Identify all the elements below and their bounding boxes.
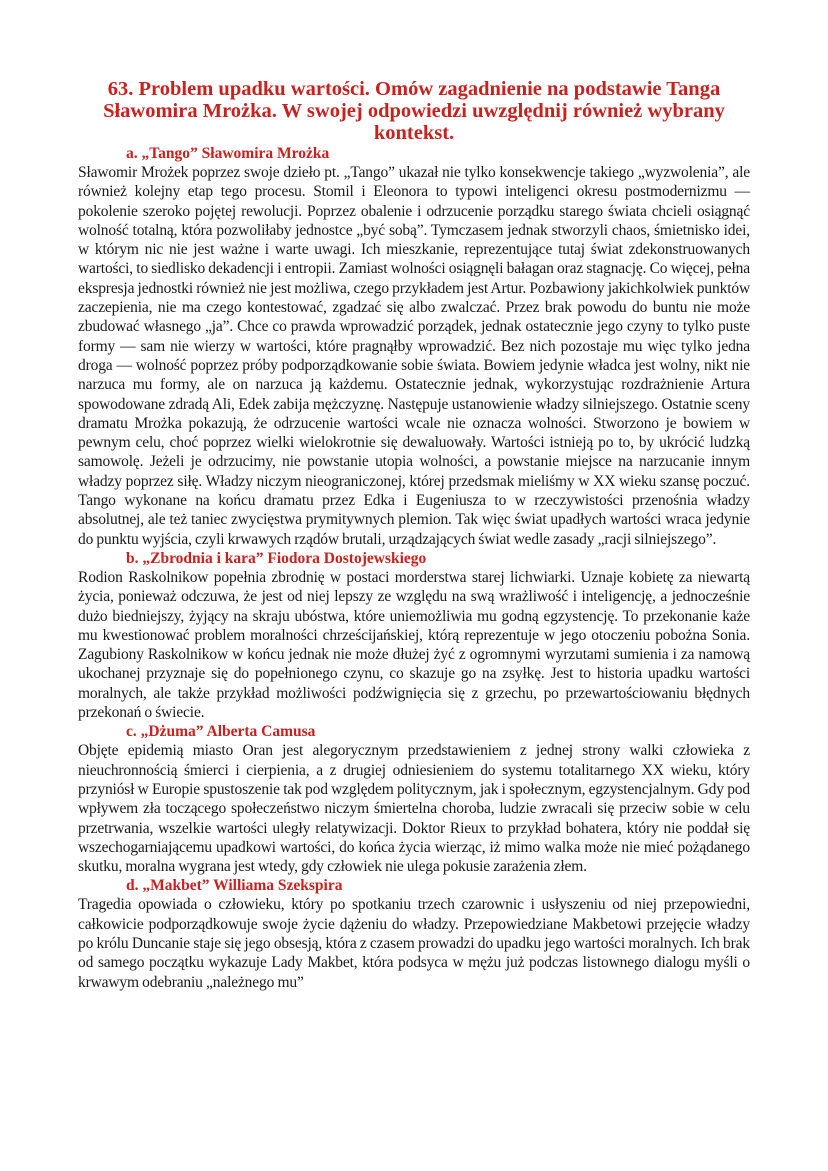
section-heading-zbrodnia-i-kara: b. „Zbrodnia i kara” Fiodora Dostojewskiego [126,549,427,567]
document-title: 63. Problem upadku wartości. Omów zagadnienie na podstawie Tanga Sławomira Mrożka. W swojej odpowiedzi uwzględnij również wybrany kontekst. [103,78,725,144]
section-body-dzuma: Objęte epidemią miasto Oran jest alegorycznym przedstawieniem z jednej strony walki człowieka z nieuchronnością śmierci i cierpienia, a z drugiej odniesieniem do systemu totalitarnego XX wieku, który przyniósł w Europie spustoszenie tak pod względem politycznym, jak i społecznym, egzystencjalnym. Gdy pod wpływem zła toczącego społeczeństwo niczym śmiertelna choroba, ludzie zwracali się przeciw sobie w celu przetrwania, wszelkie wartości uległy relatywizacji. Doktor Rieux to przykład bohatera, który nie poddał się wszechogarniającemu upadkowi wartości, do końca życia wierząc, iż mimo walka może nie mieć pożądanego skutku, moralna wygrana jest wtedy, gdy człowiek nie ulega pokusie zarażenia złem. [78,742,750,876]
document-page [78,78,750,992]
section-heading-dzuma: c. „Dżuma” Alberta Camusa [126,723,316,741]
section-body-zbrodnia-i-kara: Rodion Raskolnikow popełnia zbrodnię w postaci morderstwa starej lichwiarki. Uznaje kobietę za niewartą życia, ponieważ odczuwa, że jest od niej lepszy ze względu na swą wrażliwość i inteligencję, a jednocześnie dużo biedniejszy, żyjący na skraju ubóstwa, które uniemożliwia mu godną egzystencję. To przekonanie każe mu kwestionować problem moralności chrześcijańskiej, którą reprezentuje w jego otoczeniu pobożna Sonia. Zagubiony Raskolnikow w końcu jednak nie może dłużej żyć z ogromnymi wyrzutami sumienia i za namową ukochanej przyznaje się do popełnionego czynu, co skazuje go na zsyłkę. Jest to historia upadku wartości moralnych, ale także przykład możliwości podźwignięcia się z grzechu, po przewartościowaniu błędnych przekonań o świecie. [78,568,750,722]
section-heading-tango: a. „Tango” Sławomira Mrożka [126,145,330,162]
section-heading-makbet: d. „Makbet” Williama Szekspira [126,877,343,895]
section-body-makbet: Tragedia opowiada o człowieku, który po spotkaniu trzech czarownic i usłyszeniu od niej przepowiedni, całkowicie podporządkowuje swoje życie dążeniu do władzy. Przepowiedziane Makbetowi przejęcie władzy po królu Duncanie staje się jego obsesją, która z czasem prowadzi do upadku jego wartości moralnych. Ich brak od samego początku wykazuje Lady Makbet, która podsyca w mężu już podczas listownego dialogu myśli o krwawym odebraniu „należnego mu” [78,896,750,991]
section-body-tango: Sławomir Mrożek poprzez swoje dzieło pt. „Tango” ukazał nie tylko konsekwencje takiego „wyzwolenia”, ale również kolejny etap tego procesu. Stomil i Eleonora to typowi inteligenci okresu postmodernizmu — pokolenie szeroko pojętej rewolucji. Poprzez obalenie i odrzucenie porządku starego świata chcieli osiągnąć wolność totalną, która pozwoliłaby jednostce „być sobą”. Tymczasem jednak stworzyli chaos, śmietnisko idei, w którym nic nie jest ważne i warte uwagi. Ich mieszkanie, reprezentujące tutaj świat zdekonstruowanych wartości, to siedlisko dekadencji i entropii. Zamiast wolności osiągnęli bałagan oraz stagnację. Co więcej, pełna ekspresja jednostki również nie jest możliwa, czego przykładem jest Artur. Pozbawiony jakichkolwiek punktów zaczepienia, nie ma czego kontestować, zgadzać się albo zwalczać. Przez brak powodu do buntu nie może zbudować własnego „ja”. Chce co prawda wprowadzić porządek, jednak ostatecznie jego czyny to tylko puste formy — sam nie wierzy w wartości, które pragnąłby wprowadzić. Bez nich pozostaje mu więc tylko jedna droga — wolność poprzez próby podporządkowanie sobie świata. Bowiem jedynie władca jest wolny, nikt nie narzuca mu formy, ale on narzuca ją każdemu. Ostatecznie jednak, wykorzystując rozdrażnienie Artura spowodowane zdradą Ali, Edek zabija mężczyznę. Następuje ustanowienie władzy silniejszego. Ostatnie sceny dramatu Mrożka pokazują, że odrzucenie wartości wcale nie oznacza wolności. Stworzono je bowiem w pewnym celu, choć poprzez wielki wielokrotnie się dewaluowały. Wartości istnieją po to, by ukrócić ludzką samowolę. Jeżeli je odrzucimy, nie powstanie utopia wolności, a powstanie miejsce na narzucanie innym władzy poprzez siłę. Władzy niczym nieograniczonej, której przedsmak mieliśmy w XX wieku szansę poczuć. Tango wykonane na końcu dramatu przez Edka i Eugeniusza to w rzeczywistości przenośnia władzy absolutnej, ale też taniec zwycięstwa prymitywnych plemion. Tak więc świat upadłych wartości wraca jedynie do punktu wyjścia, czyli krwawych rządów brutali, urządzających świat wedle zasady „racji silniejszego”. [78,164,750,548]
